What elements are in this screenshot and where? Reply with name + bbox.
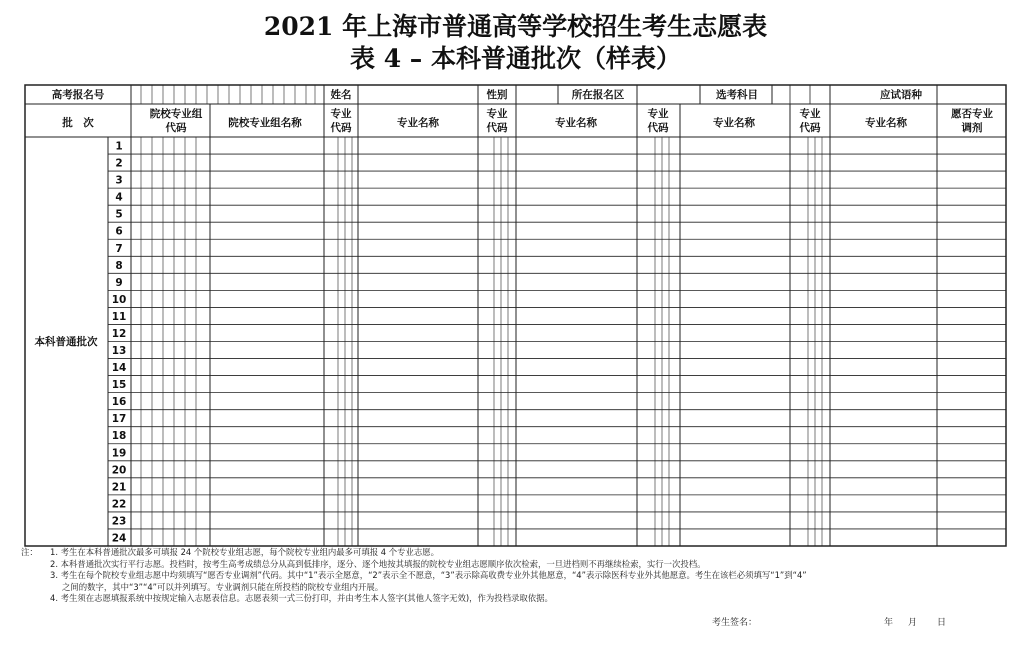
row-number: 9 xyxy=(115,276,123,289)
row-number: 1 xyxy=(115,140,123,153)
row-number: 13 xyxy=(111,345,127,358)
date-day: 日 xyxy=(937,618,947,628)
row-number: 10 xyxy=(111,293,127,306)
label-major-name-1: 专业名称 xyxy=(397,117,439,129)
label-district: 所在报名区 xyxy=(571,89,625,101)
label-adjust-1: 愿否专业 xyxy=(951,108,993,120)
row-number: 21 xyxy=(111,481,127,494)
note-line-4: 4. 考生须在志愿填报系统中按规定输入志愿表信息。志愿表须一式三份打印，并由考生本人签字(其他人签字无效)，作为投档录取依据。 xyxy=(50,593,553,604)
row-number: 4 xyxy=(115,191,123,204)
note-line-2: 2. 本科普通批次实行平行志愿。投档时，按考生高考成绩总分从高到低排序，逐分、逐个地按其填报的院校专业组志愿顺序依次检索，一旦进档则不再继续检索，实行一次投档。 xyxy=(50,558,706,569)
row-number: 7 xyxy=(115,242,123,255)
label-exam-no: 高考报名号 xyxy=(51,89,105,101)
label-major-code-2a: 专业 xyxy=(486,108,508,120)
label-major-code-3b: 代码 xyxy=(647,122,669,134)
note-line-3-cont: 之间的数字，其中“3”“4”可以并列填写。专业调剂只能在所投档的院校专业组内开展。 xyxy=(62,581,384,592)
label-major-name-3: 专业名称 xyxy=(713,117,755,129)
label-group-code-1: 院校专业组 xyxy=(149,108,203,120)
notes-block xyxy=(21,547,1020,605)
row-number: 24 xyxy=(111,532,127,545)
row-number: 15 xyxy=(111,379,127,392)
form-title: 2021 年上海市普通高等学校招生考生志愿表 xyxy=(263,12,768,41)
label-major-code-4a: 专业 xyxy=(799,108,821,120)
signature-label: 考生签名： xyxy=(712,618,758,628)
row-number: 22 xyxy=(111,498,127,511)
label-major-code-4b: 代码 xyxy=(799,122,821,134)
notes-label: 注： xyxy=(21,547,38,557)
label-language: 应试语种 xyxy=(880,89,922,101)
row-number: 8 xyxy=(115,259,123,272)
row-number: 19 xyxy=(111,447,127,460)
label-major-code-1a: 专业 xyxy=(330,108,352,120)
note-line-3: 3. 考生在每个院校专业组志愿中均须填写“愿否专业调剂”代码。其中“1”表示全愿意，“2”表示全不愿意，“3”表示除高收费专业外其他愿意，“4”表示除医科专业外其他愿意。考生在该栏必须填写“1”到“4” xyxy=(50,570,807,581)
row-number: 12 xyxy=(111,327,127,340)
label-major-code-3a: 专业 xyxy=(647,108,669,120)
row-number: 20 xyxy=(111,464,127,477)
form-subtitle: 表 4 – 本科普通批次（样表） xyxy=(349,44,681,73)
row-number: 3 xyxy=(115,174,123,187)
label-major-code-1b: 代码 xyxy=(330,122,352,134)
row-number: 2 xyxy=(115,157,123,170)
label-major-code-2b: 代码 xyxy=(486,122,508,134)
row-number: 14 xyxy=(111,362,127,375)
note-line-1: 1. 考生在本科普通批次最多可填报 24 个院校专业组志愿，每个院校专业组内最多可填报 4 个专业志愿。 xyxy=(50,547,440,557)
row-number: 6 xyxy=(115,225,123,238)
label-major-name-2: 专业名称 xyxy=(555,117,597,129)
date-year: 年 xyxy=(884,618,894,628)
label-gender: 性别 xyxy=(486,89,508,101)
row-number: 16 xyxy=(111,396,127,409)
label-group-name: 院校专业组名称 xyxy=(228,117,302,129)
label-subjects: 选考科目 xyxy=(716,89,758,101)
label-group-code-2: 代码 xyxy=(165,122,187,134)
label-adjust-2: 调剂 xyxy=(961,122,983,134)
label-batch-name: 本科普通批次 xyxy=(34,336,98,348)
row-number: 5 xyxy=(115,208,123,221)
label-name: 姓名 xyxy=(330,89,352,101)
row-number: 17 xyxy=(111,413,127,426)
label-batch: 批 次 xyxy=(62,117,94,129)
date-month: 月 xyxy=(908,618,918,628)
row-number: 11 xyxy=(111,310,127,323)
row-number: 23 xyxy=(111,515,127,528)
label-major-name-4: 专业名称 xyxy=(865,117,907,129)
row-number: 18 xyxy=(111,430,127,443)
